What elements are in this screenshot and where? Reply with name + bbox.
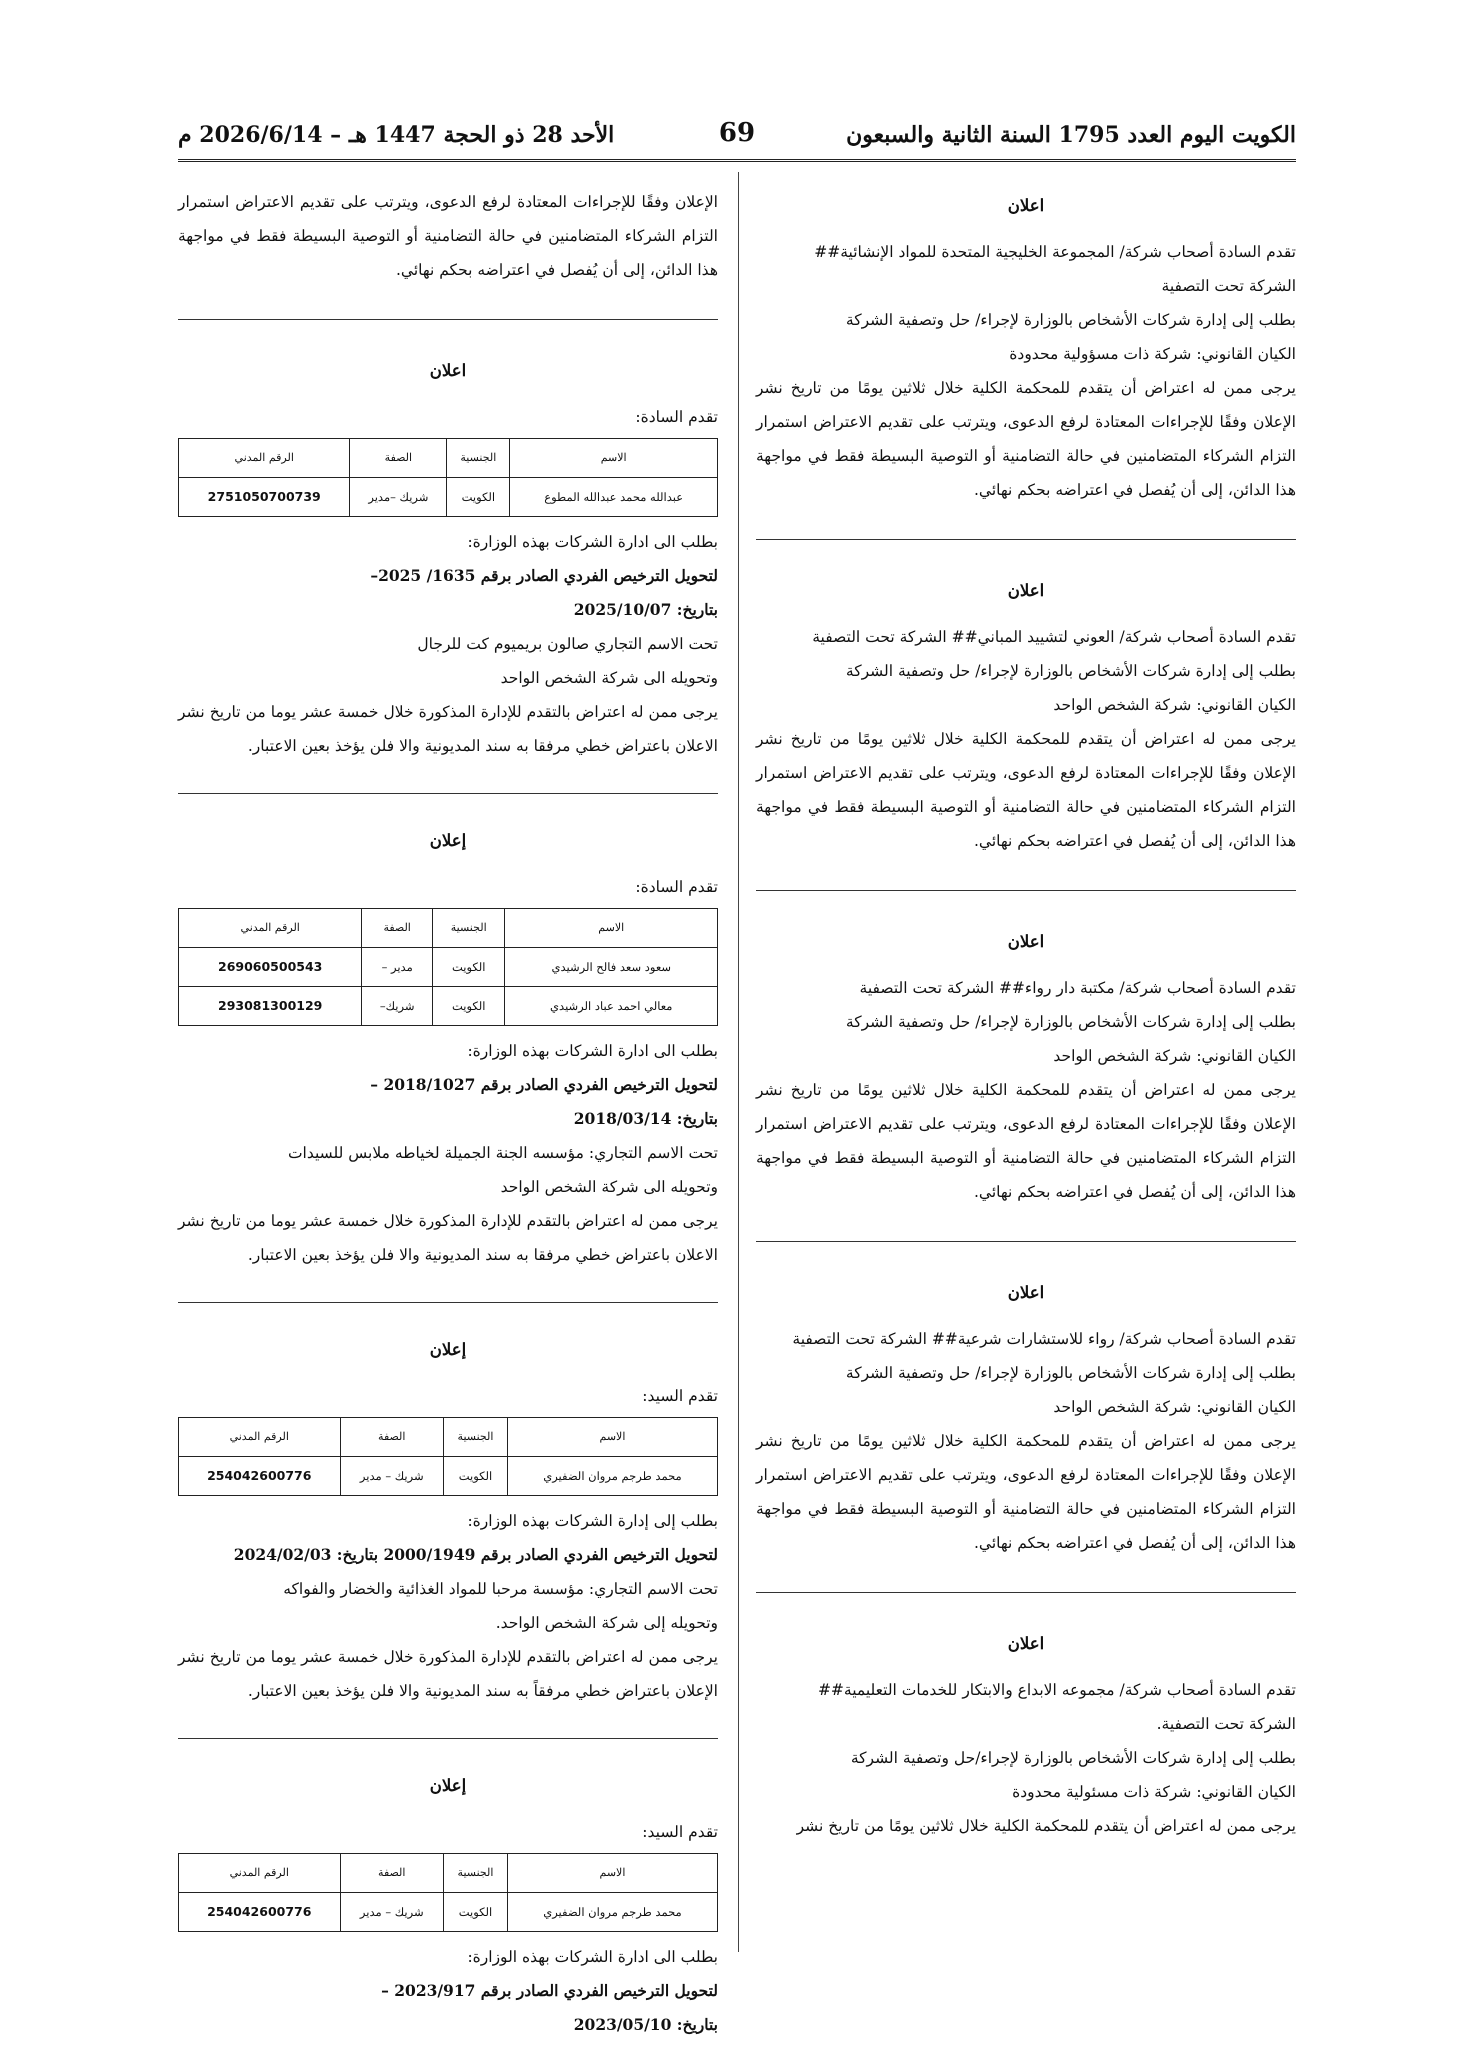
license-number: لتحويل الترخيص الفردي الصادر برقم 2023/917 – (381, 1981, 718, 2000)
license-date: بتاريخ: 2018/03/14 (573, 1109, 718, 1128)
notice-block (178, 1333, 718, 1708)
notice-block (756, 1627, 1296, 1843)
notice-line: الشركة تحت التصفية. (1156, 1715, 1296, 1733)
notice-line: الكيان القانوني: شركة الشخص الواحد (1053, 1047, 1296, 1065)
notice-intro: تقدم السيد: (642, 1387, 718, 1405)
notice-title: اعلان (429, 361, 467, 380)
table-header-cell: الصفة (350, 439, 447, 478)
trade-name: تحت الاسم التجاري صالون بريميوم كت للرجال (417, 635, 718, 653)
conversion-text: وتحويله الى شركة الشخص الواحد (500, 669, 718, 687)
column-divider (738, 172, 739, 1952)
notice-line: يرجى ممن له اعتراض أن يتقدم للمحكمة الكلية خلال ثلاثين يومًا من تاريخ نشر الإعلان وفقًا للإجراءات المعتادة لرفع الدعوى، ويترتب على تقديم الاعتراض استمرار التزام الشركاء المتضامنين في حالة التضامنية أو التوصية البسيطة فقط في مواجهة هذا الدائن، إلى أن يُفصل في اعتراضه بحكم نهائي. (756, 379, 1296, 499)
civil-id-cell: 254042600776 (179, 1893, 341, 1932)
notice-line: تقدم السادة أصحاب شركة/ العوني لتشييد المباني## الشركة تحت التصفية (812, 628, 1296, 646)
applicants-table (178, 1417, 718, 1496)
notice-intro: تقدم السادة: (635, 878, 718, 896)
notice-block (756, 189, 1296, 507)
table-header-cell: الاسم (507, 1854, 717, 1893)
notice-block (756, 925, 1296, 1209)
notice-line: تقدم السادة أصحاب شركة/ رواء للاستشارات شرعية## الشركة تحت التصفية (792, 1330, 1296, 1348)
notice-block (178, 824, 718, 1272)
notice-intro: تقدم السادة: (635, 408, 718, 426)
conversion-text: وتحويله الى شركة الشخص الواحد (500, 1178, 718, 1196)
table-header-cell: الرقم المدني (179, 439, 350, 478)
table-header-cell: الجنسية (444, 1418, 508, 1457)
right-column (756, 185, 1296, 1843)
table-cell: شريك – مدير (340, 1893, 444, 1932)
conversion-text: وتحويله إلى شركة الشخص الواحد. (495, 1614, 718, 1632)
table-row (179, 478, 718, 517)
notice-line: الكيان القانوني: شركة الشخص الواحد (1053, 1398, 1296, 1416)
notice-line: تقدم السادة أصحاب شركة/ المجموعة الخليجية المتحدة للمواد الإنشائية## (814, 243, 1296, 261)
objection-text: يرجى ممن له اعتراض بالتقدم للإدارة المذكورة خلال خمسة عشر يوما من تاريخ نشر الإعلان باعتراض خطي مرفقاً به سند المديونية والا فلن يؤخذ بعين الاعتبار. (178, 1648, 718, 1700)
notice-line: بطلب إلى إدارة شركات الأشخاص بالوزارة لإجراء/ حل وتصفية الشركة (845, 1364, 1296, 1382)
table-header-cell: الاسم (505, 909, 718, 948)
table-header-row (179, 1418, 718, 1457)
notice-request: بطلب الى ادارة الشركات بهذه الوزارة: (467, 533, 718, 551)
notice-continuation (178, 185, 718, 287)
table-header-cell: الصفة (340, 1854, 444, 1893)
license-date: بتاريخ: 2023/05/10 (573, 2015, 718, 2034)
table-cell: شريك– (362, 987, 433, 1026)
notice-title: إعلان (429, 831, 467, 850)
notice-title: إعلان (429, 1776, 467, 1795)
page-number: 69 (718, 118, 756, 148)
notice-line: بطلب إلى إدارة شركات الأشخاص بالوزارة لإجراء/حل وتصفية الشركة (850, 1749, 1296, 1767)
notice-title: اعلان (1007, 581, 1045, 600)
table-header-cell: الصفة (362, 909, 433, 948)
license-date: بتاريخ: 2025/10/07 (573, 600, 718, 619)
notice-line: يرجى ممن له اعتراض أن يتقدم للمحكمة الكلية خلال ثلاثين يومًا من تاريخ نشر الإعلان وفقًا للإجراءات المعتادة لرفع الدعوى، ويترتب على تقديم الاعتراض استمرار التزام الشركاء المتضامنين في حالة التضامنية أو التوصية البسيطة فقط في مواجهة هذا الدائن، إلى أن يُفصل في اعتراضه بحكم نهائي. (756, 1432, 1296, 1552)
notice-block (178, 1769, 718, 2042)
notice-separator (178, 319, 718, 320)
continuation-text: الإعلان وفقًا للإجراءات المعتادة لرفع الدعوى، ويترتب على تقديم الاعتراض استمرار التزام الشركاء المتضامنين في حالة التضامنية أو التوصية البسيطة فقط في مواجهة هذا الدائن، إلى أن يُفصل في اعتراضه بحكم نهائي. (178, 193, 718, 279)
notice-separator (756, 539, 1296, 540)
table-header-cell: الجنسية (432, 909, 505, 948)
table-header-row (179, 1854, 718, 1893)
notice-line: يرجى ممن له اعتراض أن يتقدم للمحكمة الكلية خلال ثلاثين يومًا من تاريخ نشر الإعلان وفقًا للإجراءات المعتادة لرفع الدعوى، ويترتب على تقديم الاعتراض استمرار التزام الشركاء المتضامنين في حالة التضامنية أو التوصية البسيطة فقط في مواجهة هذا الدائن، إلى أن يُفصل في اعتراضه بحكم نهائي. (756, 1081, 1296, 1201)
license-number: لتحويل الترخيص الفردي الصادر برقم 2000/1949 بتاريخ: 2024/02/03 (233, 1545, 718, 1564)
table-cell: سعود سعد فالح الرشيدي (505, 948, 718, 987)
table-cell: شريك – مدير (340, 1457, 444, 1496)
issue-info: الكويت اليوم العدد 1795 السنة الثانية والسبعون (846, 122, 1296, 148)
table-cell: مدير – (362, 948, 433, 987)
table-header-cell: الاسم (507, 1418, 717, 1457)
issue-date: الأحد 28 ذو الحجة 1447 هـ – 2026/6/14 م (178, 122, 615, 148)
table-cell: محمد طرجم مروان الضفيري (507, 1893, 717, 1932)
notice-title: اعلان (1007, 196, 1045, 215)
notice-separator (756, 1241, 1296, 1242)
objection-text: يرجى ممن له اعتراض بالتقدم للإدارة المذكورة خلال خمسة عشر يوما من تاريخ نشر الاعلان باعتراض خطي مرفقا به سند المديونية والا فلن يؤخذ بعين الاعتبار. (178, 1212, 718, 1264)
notice-separator (178, 1302, 718, 1303)
notice-line: بطلب إلى إدارة شركات الأشخاص بالوزارة لإجراء/ حل وتصفية الشركة (845, 662, 1296, 680)
table-row (179, 987, 718, 1026)
notice-block (178, 354, 718, 763)
civil-id-cell: 254042600776 (179, 1457, 341, 1496)
table-cell: الكويت (432, 987, 505, 1026)
table-row (179, 1457, 718, 1496)
table-cell: معالي احمد عباد الرشيدي (505, 987, 718, 1026)
objection-text: يرجى ممن له اعتراض بالتقدم للإدارة المذكورة خلال خمسة عشر يوما من تاريخ نشر الاعلان باعتراض خطي مرفقا به سند المديونية والا فلن يؤخذ بعين الاعتبار. (178, 703, 718, 755)
table-cell: الكويت (447, 478, 510, 517)
table-cell: محمد طرجم مروان الضفيري (507, 1457, 717, 1496)
table-cell: الكويت (444, 1457, 508, 1496)
table-header-row (179, 439, 718, 478)
license-number: لتحويل الترخيص الفردي الصادر برقم 2018/1027 – (370, 1075, 718, 1094)
notice-separator (178, 793, 718, 794)
trade-name: تحت الاسم التجاري: مؤسسة مرحبا للمواد الغذائية والخضار والفواكه (283, 1580, 718, 1598)
notice-block (756, 1276, 1296, 1560)
table-header-cell: الرقم المدني (179, 1418, 341, 1457)
notice-line: بطلب إلى إدارة شركات الأشخاص بالوزارة لإجراء/ حل وتصفية الشركة (845, 1013, 1296, 1031)
left-column (178, 185, 718, 2042)
table-cell: الكويت (432, 948, 505, 987)
notice-separator (756, 1592, 1296, 1593)
notice-line: الكيان القانوني: شركة ذات مسئولية محدودة (1012, 1783, 1296, 1801)
table-row (179, 1893, 718, 1932)
notice-separator (756, 890, 1296, 891)
table-header-row (179, 909, 718, 948)
notice-title: اعلان (1007, 932, 1045, 951)
notice-title: اعلان (1007, 1634, 1045, 1653)
license-number: لتحويل الترخيص الفردي الصادر برقم 1635/ 2025– (370, 566, 718, 585)
notice-line: الشركة تحت التصفية (1161, 277, 1296, 295)
notice-title: إعلان (429, 1340, 467, 1359)
notice-separator (178, 1738, 718, 1739)
trade-name: تحت الاسم التجاري: مؤسسه الجنة الجميلة لخياطه ملابس للسيدات (287, 1144, 718, 1162)
table-header-cell: الاسم (510, 439, 718, 478)
applicants-table (178, 1853, 718, 1932)
notice-line: يرجى ممن له اعتراض أن يتقدم للمحكمة الكلية خلال ثلاثين يومًا من تاريخ نشر (796, 1817, 1296, 1835)
table-cell: الكويت (444, 1893, 508, 1932)
civil-id-cell: 275105070073​9 (179, 478, 350, 517)
notice-request: بطلب الى ادارة الشركات بهذه الوزارة: (467, 1042, 718, 1060)
notice-line: يرجى ممن له اعتراض أن يتقدم للمحكمة الكلية خلال ثلاثين يومًا من تاريخ نشر الإعلان وفقًا للإجراءات المعتادة لرفع الدعوى، ويترتب على تقديم الاعتراض استمرار التزام الشركاء المتضامنين في حالة التضامنية أو التوصية البسيطة فقط في مواجهة هذا الدائن، إلى أن يُفصل في اعتراضه بحكم نهائي. (756, 730, 1296, 850)
notice-line: تقدم السادة أصحاب شركة/ مجموعه الابداع والابتكار للخدمات التعليمية## (817, 1681, 1296, 1699)
notice-request: بطلب إلى إدارة الشركات بهذه الوزارة: (467, 1512, 718, 1530)
notice-title: اعلان (1007, 1283, 1045, 1302)
notice-line: تقدم السادة أصحاب شركة/ مكتبة دار رواء## الشركة تحت التصفية (859, 979, 1296, 997)
notice-request: بطلب الى ادارة الشركات بهذه الوزارة: (467, 1948, 718, 1966)
table-header-cell: الجنسية (444, 1854, 508, 1893)
notice-line: الكيان القانوني: شركة الشخص الواحد (1053, 696, 1296, 714)
notice-block (756, 574, 1296, 858)
table-header-cell: الصفة (340, 1418, 444, 1457)
applicants-table (178, 908, 718, 1026)
table-header-cell: الرقم المدني (179, 909, 362, 948)
table-header-cell: الجنسية (447, 439, 510, 478)
table-row (179, 948, 718, 987)
notice-intro: تقدم السيد: (642, 1823, 718, 1841)
civil-id-cell: 293081300129 (179, 987, 362, 1026)
civil-id-cell: 269060500543 (179, 948, 362, 987)
table-cell: شريك –مدير (350, 478, 447, 517)
table-cell: عبدالله محمد عبدالله المطوع (510, 478, 718, 517)
page-header (178, 118, 1296, 162)
table-header-cell: الرقم المدني (179, 1854, 341, 1893)
notice-line: الكيان القانوني: شركة ذات مسؤولية محدودة (1009, 345, 1296, 363)
notice-line: بطلب إلى إدارة شركات الأشخاص بالوزارة لإجراء/ حل وتصفية الشركة (845, 311, 1296, 329)
applicants-table (178, 438, 718, 517)
